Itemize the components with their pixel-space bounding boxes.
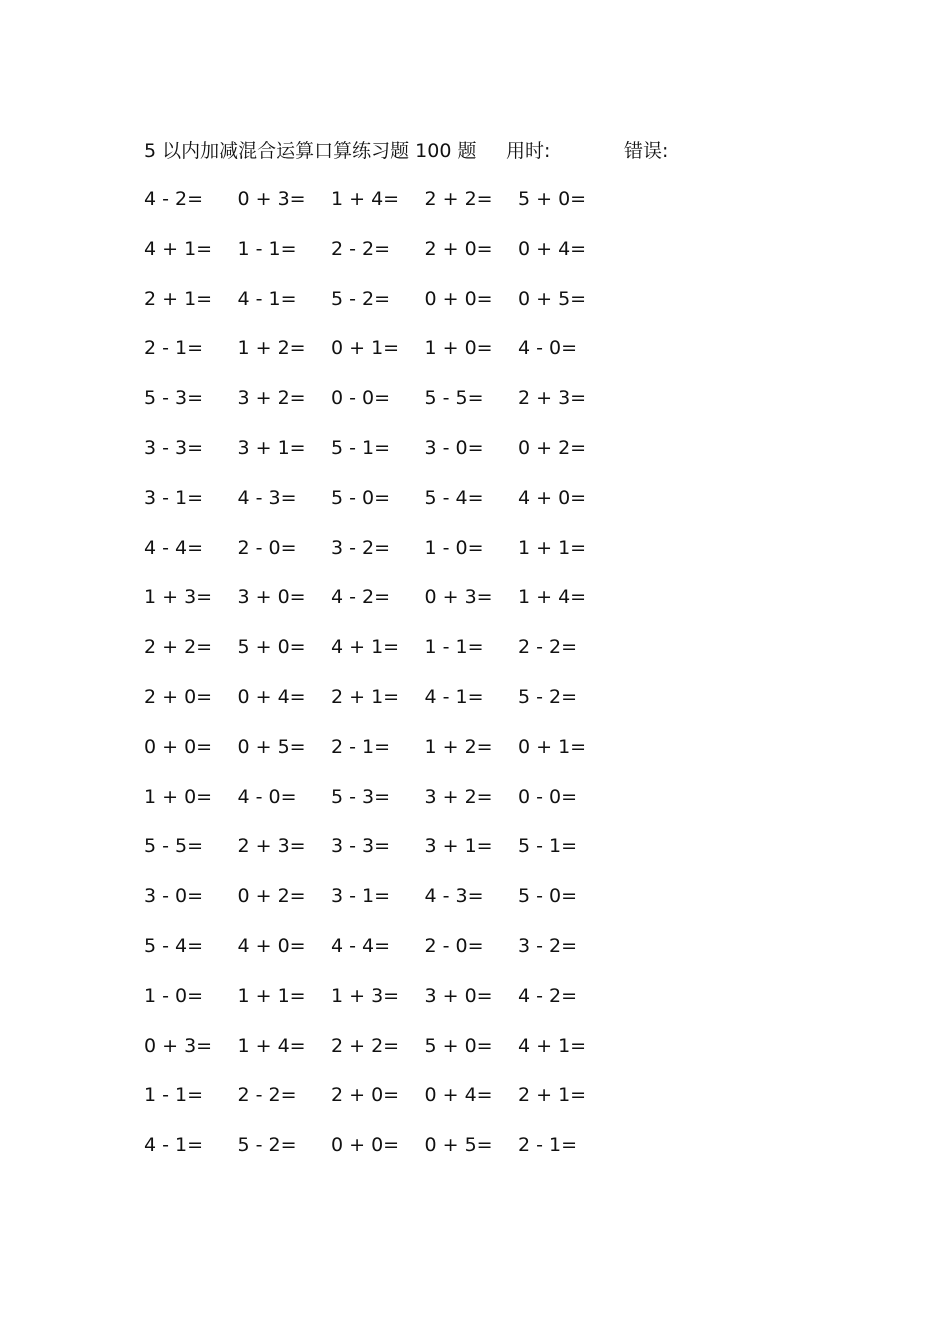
math-problem: 2 + 2= [424, 188, 493, 210]
math-problem: 2 + 2= [144, 636, 213, 659]
math-problem: 5 - 5= [424, 387, 484, 410]
math-problem: 0 + 5= [237, 735, 306, 758]
math-problem: 4 - 2= [518, 984, 578, 1007]
math-problem: 4 - 0= [518, 337, 578, 360]
problem-row [144, 830, 624, 880]
math-problem: 3 + 0= [237, 586, 306, 609]
math-problem: 0 + 3= [424, 586, 493, 609]
math-problem: 1 - 0= [424, 536, 484, 559]
math-problem: 4 - 4= [144, 536, 204, 559]
math-problem: 4 + 1= [144, 237, 213, 260]
math-problem: 1 + 3= [144, 586, 213, 609]
math-problem: 4 - 2= [331, 586, 391, 609]
math-problem: 1 - 1= [237, 237, 297, 260]
math-problem: 0 + 4= [424, 1084, 493, 1107]
math-problem: 0 + 5= [518, 287, 587, 310]
math-problem: 2 + 1= [331, 685, 400, 708]
math-problem: 0 + 0= [331, 1134, 400, 1157]
math-problem: 0 + 4= [518, 237, 587, 260]
problem-row [144, 283, 624, 333]
math-problem: 4 + 0= [518, 486, 587, 509]
math-problem: 3 - 0= [144, 885, 204, 908]
math-problem: 0 - 0= [331, 387, 391, 410]
math-problem: 5 - 2= [331, 287, 391, 310]
problem-row [144, 1079, 624, 1129]
problem-grid [144, 183, 624, 1179]
math-problem: 5 - 2= [518, 685, 578, 708]
math-problem: 4 - 3= [424, 885, 484, 908]
math-problem: 3 - 1= [331, 885, 391, 908]
problem-row [144, 681, 624, 731]
math-problem: 1 + 2= [424, 735, 493, 758]
worksheet-header [144, 136, 844, 166]
math-problem: 1 + 4= [518, 586, 587, 609]
math-problem: 3 - 1= [144, 486, 204, 509]
math-problem: 3 + 1= [237, 436, 306, 459]
math-problem: 2 - 0= [424, 934, 484, 957]
math-problem: 2 + 2= [331, 1034, 400, 1057]
math-problem: 5 - 1= [331, 436, 391, 459]
math-problem: 3 - 3= [144, 436, 204, 459]
math-problem: 1 + 0= [424, 337, 493, 360]
math-problem: 0 + 2= [237, 885, 306, 908]
math-problem: 3 + 0= [424, 984, 493, 1007]
math-problem: 4 - 2= [144, 188, 204, 210]
problem-row [144, 880, 624, 930]
problem-row [144, 731, 624, 781]
problem-row [144, 581, 624, 631]
math-problem: 2 - 2= [518, 636, 578, 659]
math-problem: 4 - 1= [424, 685, 484, 708]
problem-row [144, 233, 624, 283]
math-problem: 1 - 1= [424, 636, 484, 659]
problem-row [144, 183, 624, 233]
math-problem: 2 - 1= [144, 337, 204, 360]
math-problem: 1 + 4= [237, 1034, 306, 1057]
math-problem: 5 - 5= [144, 835, 204, 858]
math-problem: 0 + 5= [424, 1134, 493, 1157]
math-problem: 0 + 0= [144, 735, 213, 758]
math-problem: 4 + 0= [237, 934, 306, 957]
math-problem: 3 + 1= [424, 835, 493, 858]
math-problem: 1 - 0= [144, 984, 204, 1007]
math-problem: 1 + 1= [518, 536, 587, 559]
math-problem: 1 + 2= [237, 337, 306, 360]
math-problem: 5 - 3= [331, 785, 391, 808]
math-problem: 5 - 4= [144, 934, 204, 957]
math-problem: 5 + 0= [424, 1034, 493, 1057]
problem-row [144, 1030, 624, 1080]
math-problem: 1 + 4= [331, 188, 400, 210]
problem-row [144, 631, 624, 681]
math-problem: 4 - 0= [237, 785, 297, 808]
math-problem: 4 - 3= [237, 486, 297, 509]
problem-row [144, 332, 624, 382]
problem-row [144, 781, 624, 831]
math-problem: 0 + 3= [237, 188, 306, 210]
time-used-label: 用时: [506, 140, 551, 162]
math-problem: 4 - 4= [331, 934, 391, 957]
math-problem: 4 - 1= [144, 1134, 204, 1157]
math-problem: 5 - 0= [331, 486, 391, 509]
math-problem: 0 + 1= [518, 735, 587, 758]
math-problem: 0 + 1= [331, 337, 400, 360]
error-count-label: 错误: [624, 140, 669, 162]
math-problem: 0 + 2= [518, 436, 587, 459]
math-problem: 0 - 0= [518, 785, 578, 808]
problem-row [144, 1129, 624, 1179]
math-problem: 0 + 0= [424, 287, 493, 310]
math-problem: 1 + 3= [331, 984, 400, 1007]
math-problem: 2 + 3= [518, 387, 587, 410]
math-problem: 2 + 0= [424, 237, 493, 260]
math-problem: 0 + 4= [237, 685, 306, 708]
problem-row [144, 532, 624, 582]
problem-row [144, 930, 624, 980]
math-problem: 2 + 1= [144, 287, 213, 310]
math-problem: 3 - 3= [331, 835, 391, 858]
math-problem: 3 - 2= [518, 934, 578, 957]
math-problem: 3 + 2= [237, 387, 306, 410]
problem-row [144, 432, 624, 482]
math-problem: 5 - 0= [518, 885, 578, 908]
problem-row [144, 382, 624, 432]
math-problem: 5 - 3= [144, 387, 204, 410]
math-problem: 3 - 2= [331, 536, 391, 559]
math-problem: 5 - 4= [424, 486, 484, 509]
math-problem: 2 + 0= [331, 1084, 400, 1107]
math-problem: 3 + 2= [424, 785, 493, 808]
math-problem: 0 + 3= [144, 1034, 213, 1057]
math-problem: 1 + 1= [237, 984, 306, 1007]
problem-row [144, 482, 624, 532]
math-problem: 2 + 0= [144, 685, 213, 708]
math-problem: 2 - 1= [518, 1134, 578, 1157]
math-problem: 1 - 1= [144, 1084, 204, 1107]
worksheet-title: 5 以内加减混合运算口算练习题 100 题 [144, 140, 477, 162]
math-problem: 2 - 2= [237, 1084, 297, 1107]
math-problem: 3 - 0= [424, 436, 484, 459]
math-problem: 5 + 0= [518, 188, 587, 210]
math-problem: 4 - 1= [237, 287, 297, 310]
math-problem: 2 - 0= [237, 536, 297, 559]
math-problem: 1 + 0= [144, 785, 213, 808]
math-problem: 2 - 1= [331, 735, 391, 758]
math-problem: 2 + 3= [237, 835, 306, 858]
math-problem: 4 + 1= [518, 1034, 587, 1057]
problem-row [144, 980, 624, 1030]
math-problem: 5 + 0= [237, 636, 306, 659]
math-problem: 5 - 1= [518, 835, 578, 858]
math-problem: 2 + 1= [518, 1084, 587, 1107]
math-problem: 5 - 2= [237, 1134, 297, 1157]
math-problem: 2 - 2= [331, 237, 391, 260]
math-problem: 4 + 1= [331, 636, 400, 659]
